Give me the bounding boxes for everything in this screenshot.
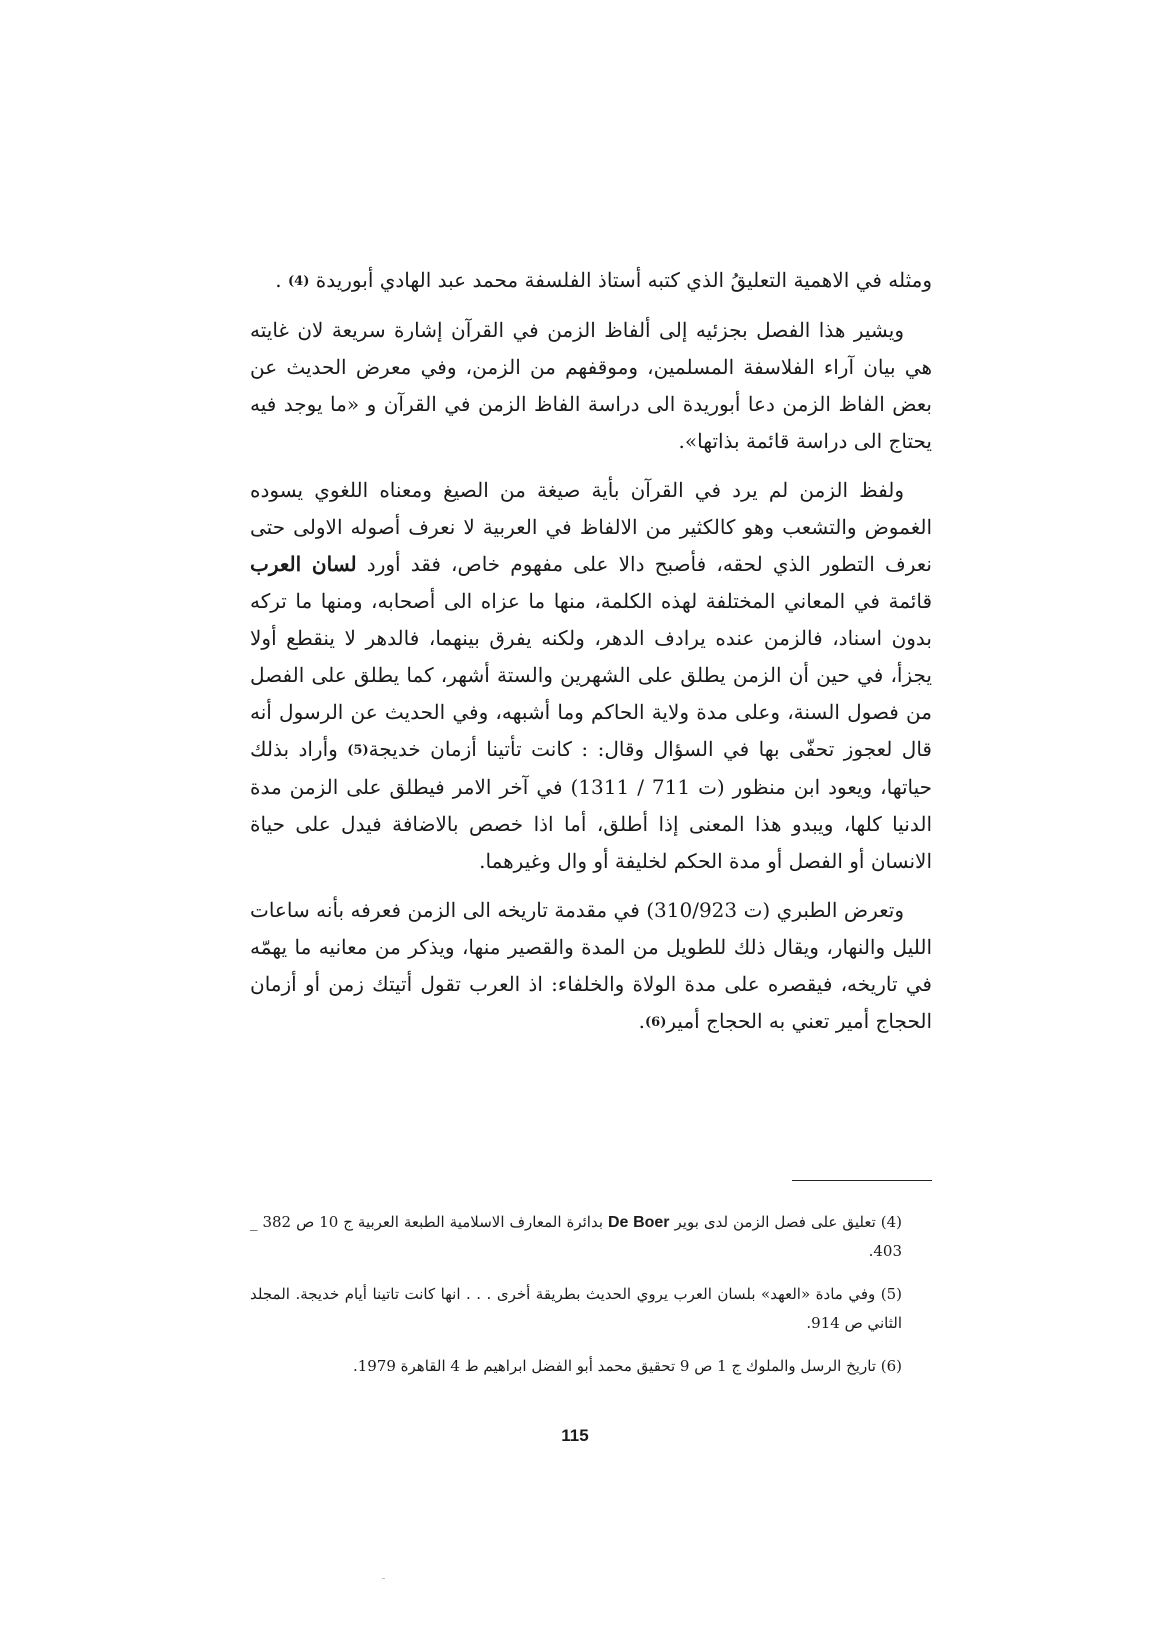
footnote-ref-5: (5) — [347, 743, 369, 758]
footnote-ref-6: (6) — [645, 1015, 667, 1030]
footnote-4 — [250, 1208, 932, 1266]
paragraph-1-end: . — [275, 268, 282, 292]
footnote-separator — [792, 1180, 932, 1181]
paragraph-3-part-b: قائمة في المعاني المختلفة لهذه الكلمة، منها ما عزاه الى أصحابه، ومنها ما تركه بدون اسناد، فالزمن عنده يرادف الدهر، ولكنه يفرق بينهما، فالدهر لا ينقطع أولا يجزأ، في حين أن الزمن يطلق على الشهرين والستة أشهر، كما يطلق على الفصل من فصول السنة، وعلى مدة ولاية الحاكم وما أشبهه، وفي الحديث عن الرسول أنه قال لعجوز تحفّى بها في السؤال وقال: : كانت تأتينا أزمان خديجة — [250, 589, 932, 761]
paragraph-4 — [250, 892, 932, 1041]
footnote-6: (6) تاريخ الرسل والملوك ج 1 ص 9 تحقيق محمد أبو الفضل ابراهيم ط 4 القاهرة 1979. — [352, 1357, 902, 1375]
paragraph-3-part-a: ولفظ الزمن لم يرد في القرآن بأية صيغة من الصيغ ومعناه اللغوي يسوده الغموض والتشعب وهو كالكثير من الالفاظ في العربية لا نعرف أصوله الاولى حتى نعرف التطور الذي لحقه، فأصبح دالا على مفهوم خاص، فقد أورد — [250, 478, 932, 576]
footnote-5: (5) وفي مادة «العهد» بلسان العرب يروي الحديث بطريقة أخرى . . . انها كانت تاتينا أيام خديجة. المجلد الثاني ص 914. — [250, 1285, 902, 1332]
paragraph-4-text: وتعرض الطبري (ت 310/923) في مقدمة تاريخه الى الزمن فعرفه بأنه ساعات الليل والنهار، ويقال ذلك للطويل من المدة والقصير منها، ويذكر من معانيه ما يهمّه في تاريخه، فيقصره على مدة الولاة والخلفاء: اذ العرب تقول أتيتك زمن أو أزمان الحجاج أمير تعني به الحجاج أمير — [250, 898, 932, 1033]
footnote-4-part-a: (4) تعليق على فصل الزمن لدى بوير — [674, 1213, 902, 1231]
main-text — [250, 262, 932, 1053]
footnote-4-latin-name: De Boer — [607, 1214, 670, 1231]
paragraph-1 — [250, 262, 932, 300]
scan-speck — [382, 1578, 385, 1579]
footnote-ref-4: (4) — [288, 274, 310, 289]
paragraph-3 — [250, 472, 932, 880]
paragraph-2: ويشير هذا الفصل بجزئيه إلى ألفاظ الزمن في القرآن إشارة سريعة لان غايته هي بيان آراء الفلاسفة المسلمين، وموقفهم من الزمن، وفي معرض الحديث عن بعض الفاظ الزمن دعا أبوريدة الى دراسة الفاظ الزمن في القرآن و «ما يوجد فيه يحتاج الى دراسة قائمة بذاتها». — [250, 318, 932, 453]
paragraph-3-part-c: وأراد بذلك حياتها، ويعود ابن منظور (ت 711 / 1311) في آخر الامر فيطلق على الزمن مدة الدنيا كلها، ويبدو هذا المعنى إذا أطلق، أما اذا خصص بالاضافة فيدل على حياة الانسان أو الفصل أو مدة الحكم لخليفة أو وال وغيرهما. — [250, 737, 933, 873]
footnotes — [250, 1208, 932, 1395]
page-number: 115 — [561, 1426, 589, 1445]
paragraph-1-text: ومثله في الاهمية التعليقُ الذي كتبه أستاذ الفلسفة محمد عبد الهادي أبوريدة — [315, 268, 932, 292]
paragraph-4-end: . — [638, 1009, 646, 1033]
book-title-lisan-al-arab: لسان العرب — [250, 552, 357, 576]
footnote-4-part-b: بدائرة المعارف الاسلامية الطبعة العربية ج 10 ص 382 _ 403. — [250, 1213, 902, 1260]
